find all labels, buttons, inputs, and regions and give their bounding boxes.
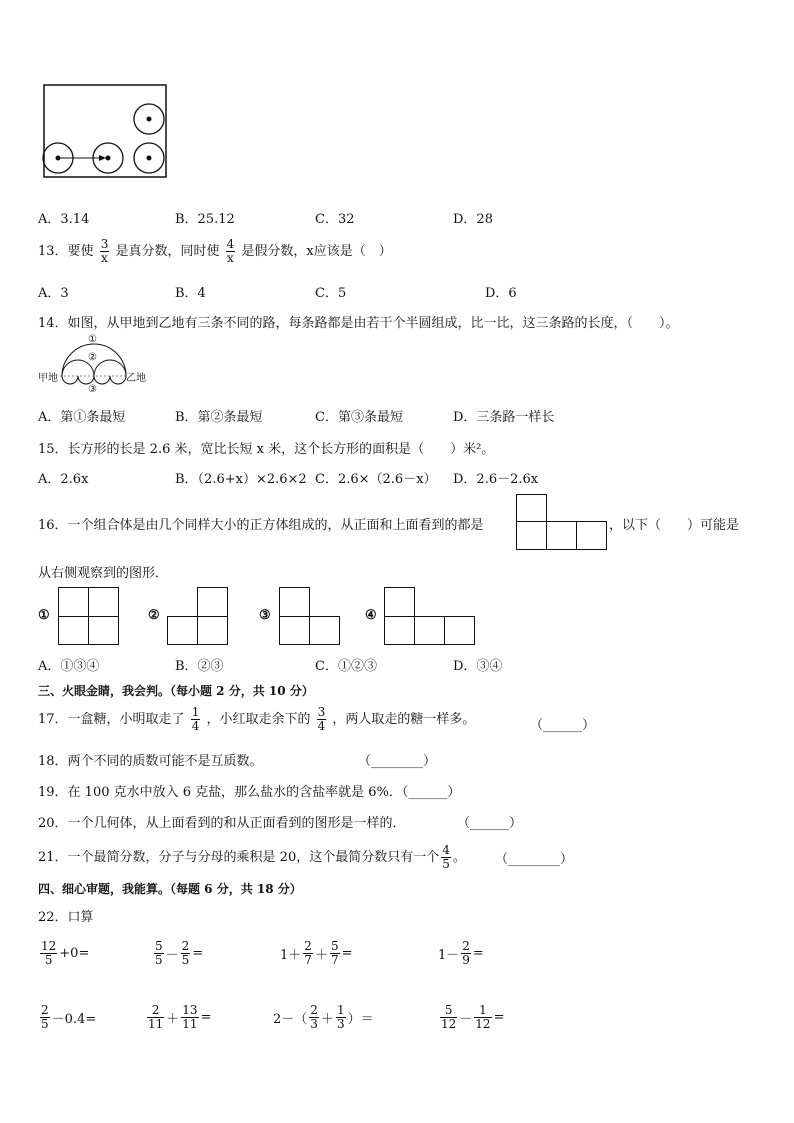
calc-fraction: $\frac{1}{12}$ — [475, 1003, 491, 1031]
q16-option-d[interactable]: D．③④ — [453, 659, 503, 674]
q15-option-b[interactable]: B．（2.6+x）×2.6×2 — [175, 472, 307, 487]
q14-fig-label-3: ③ — [88, 384, 97, 395]
q14-option-b[interactable]: B．第②条最短 — [175, 410, 263, 425]
calc-fraction: $\frac{12}{5}$ — [41, 939, 57, 967]
q14-option-a[interactable]: A．第①条最短 — [38, 410, 126, 425]
calc-operator: 2－（ — [273, 1012, 308, 1027]
q17-frac2: $\frac{3}{4}$ — [317, 705, 326, 733]
calc-operator: +0= — [59, 946, 90, 961]
q13-frac1: $\frac{3}{x}$ — [100, 237, 109, 265]
q14-fig-start: 甲地 — [38, 373, 58, 384]
q17-stem — [38, 706, 475, 733]
q16-option-a[interactable]: A．①③④ — [38, 659, 100, 674]
calc-operator: 1＋ — [280, 948, 302, 963]
calc-operator: －0.4= — [51, 1012, 97, 1027]
calc-fraction: $\frac{2}{7}$ — [304, 939, 312, 967]
q14-fig-label-1: ① — [88, 334, 97, 345]
calc-item[interactable] — [280, 940, 352, 967]
q13-lead: 13．要使 — [38, 244, 94, 259]
calc-item[interactable] — [438, 940, 484, 967]
q20-answer-blank[interactable]: （______） — [457, 816, 523, 831]
q21-frac: $\frac{4}{5}$ — [442, 843, 450, 871]
calc-operator: = — [341, 946, 353, 961]
q13-stem — [38, 238, 392, 265]
q14-fig-label-2: ② — [88, 352, 97, 363]
q14-fig-end: 乙地 — [126, 373, 146, 384]
section4-title: 四、细心审题，我能算。（每题 6 分，共 18 分） — [38, 882, 302, 896]
calc-operator: = — [192, 946, 204, 961]
q16-fig-label-1: ① — [38, 608, 50, 623]
q13-option-a[interactable]: A．3 — [38, 286, 69, 301]
calc-operator: － — [165, 948, 179, 963]
calc-operator: ＋ — [314, 948, 328, 963]
q18-answer-blank[interactable]: （________） — [358, 754, 437, 769]
q21-lead: 21．一个最简分数，分子与分母的乘积是 20，这个最简分数只有一个 — [38, 850, 440, 865]
calc-operator: ＋ — [166, 1012, 180, 1027]
calc-operator: 1－ — [438, 948, 460, 963]
q13-tail: 是假分数，x应该是（ ） — [241, 244, 392, 259]
q16-tail: ，以下（ ）可能是 — [609, 518, 740, 533]
q12-option-d[interactable]: D．28 — [453, 212, 493, 227]
q18-stem: 18．两个不同的质数可能不是互质数。 — [38, 754, 263, 769]
calc-operator: = — [200, 1010, 212, 1025]
calc-operator: = — [472, 946, 484, 961]
circle-rolling-figure — [36, 80, 176, 180]
calc-operator: ＋ — [320, 1012, 334, 1027]
calc-fraction: $\frac{2}{5}$ — [41, 1003, 49, 1031]
q12-option-c[interactable]: C．32 — [315, 212, 355, 227]
q15-option-a[interactable]: A．2.6x — [38, 472, 89, 487]
q17-lead: 17．一盒糖，小明取走了 — [38, 712, 185, 727]
calc-item[interactable] — [38, 1004, 96, 1031]
calc-item[interactable] — [273, 1004, 374, 1031]
q13-option-b[interactable]: B．4 — [175, 286, 206, 301]
calc-operator: ）＝ — [347, 1012, 374, 1027]
calc-item[interactable] — [438, 1004, 504, 1031]
q16-fig-label-4: ④ — [365, 608, 377, 623]
q16-fig-label-2: ② — [148, 608, 160, 623]
q13-mid: 是真分数，同时使 — [115, 244, 220, 259]
q22-title: 22．口算 — [38, 910, 94, 925]
q15-option-d[interactable]: D．2.6－2.6x — [453, 472, 539, 487]
q17-answer-blank[interactable]: （______） — [530, 718, 596, 733]
calc-operator: － — [459, 1012, 473, 1027]
q19-stem[interactable]: 19．在 100 克水中放入 6 克盐，那么盐水的含盐率就是 6%．（______） — [38, 785, 461, 800]
section3-title: 三、火眼金睛，我会判。（每小题 2 分，共 10 分） — [38, 684, 314, 698]
q16-fig-label-3: ③ — [259, 608, 271, 623]
calc-item[interactable] — [145, 1004, 211, 1031]
q20-stem: 20．一个几何体，从上面看到的和从正面看到的图形是一样的． — [38, 816, 406, 831]
calc-operator: = — [493, 1010, 505, 1025]
q13-frac2: $\frac{4}{x}$ — [226, 237, 235, 265]
q17-frac1: $\frac{1}{4}$ — [191, 705, 200, 733]
q16-option-c[interactable]: C．①②③ — [315, 659, 377, 674]
q16-option-b[interactable]: B．②③ — [175, 659, 224, 674]
q17-mid: ，小红取走余下的 — [206, 712, 311, 727]
q15-option-c[interactable]: C．2.6×（2.6－x） — [315, 472, 437, 487]
q16-line2: 从右侧观察到的图形． — [38, 566, 169, 581]
q21-answer-blank[interactable]: （________） — [495, 852, 574, 867]
q21-tail: 。 — [452, 850, 466, 865]
q14-figure — [38, 334, 148, 398]
calc-fraction: $\frac{2}{3}$ — [310, 1003, 318, 1031]
calc-fraction: $\frac{5}{5}$ — [155, 939, 163, 967]
calc-item[interactable] — [152, 940, 203, 967]
q14-stem: 14．如图，从甲地到乙地有三条不同的路，每条路都是由若干个半圆组成，比一比，这三条路的长度，（ ）。 — [38, 316, 679, 331]
q14-option-d[interactable]: D．三条路一样长 — [453, 410, 555, 425]
q15-stem: 15．长方形的长是 2.6 米，宽比长短 x 米，这个长方形的面积是（ ）米²。 — [38, 442, 495, 457]
calc-item[interactable] — [38, 940, 89, 967]
q13-option-c[interactable]: C．5 — [315, 286, 347, 301]
q21-stem — [38, 844, 466, 871]
calc-fraction: $\frac{2}{9}$ — [462, 939, 470, 967]
q12-option-a[interactable]: A．3.14 — [38, 212, 90, 227]
calc-fraction: $\frac{2}{11}$ — [148, 1003, 164, 1031]
calc-fraction: $\frac{1}{3}$ — [336, 1003, 345, 1031]
q14-option-c[interactable]: C．第③条最短 — [315, 410, 403, 425]
calc-fraction: $\frac{2}{5}$ — [181, 939, 190, 967]
calc-fraction: $\frac{13}{11}$ — [182, 1003, 198, 1031]
calc-fraction: $\frac{5}{7}$ — [330, 939, 339, 967]
calc-fraction: $\frac{5}{12}$ — [441, 1003, 457, 1031]
q16-lead: 16．一个组合体是由几个同样大小的正方体组成的，从正面和上面看到的都是 — [38, 518, 484, 533]
q12-option-b[interactable]: B．25.12 — [175, 212, 235, 227]
q13-option-d[interactable]: D．6 — [485, 286, 517, 301]
q17-tail: ，两人取走的糖一样多。 — [332, 712, 476, 727]
